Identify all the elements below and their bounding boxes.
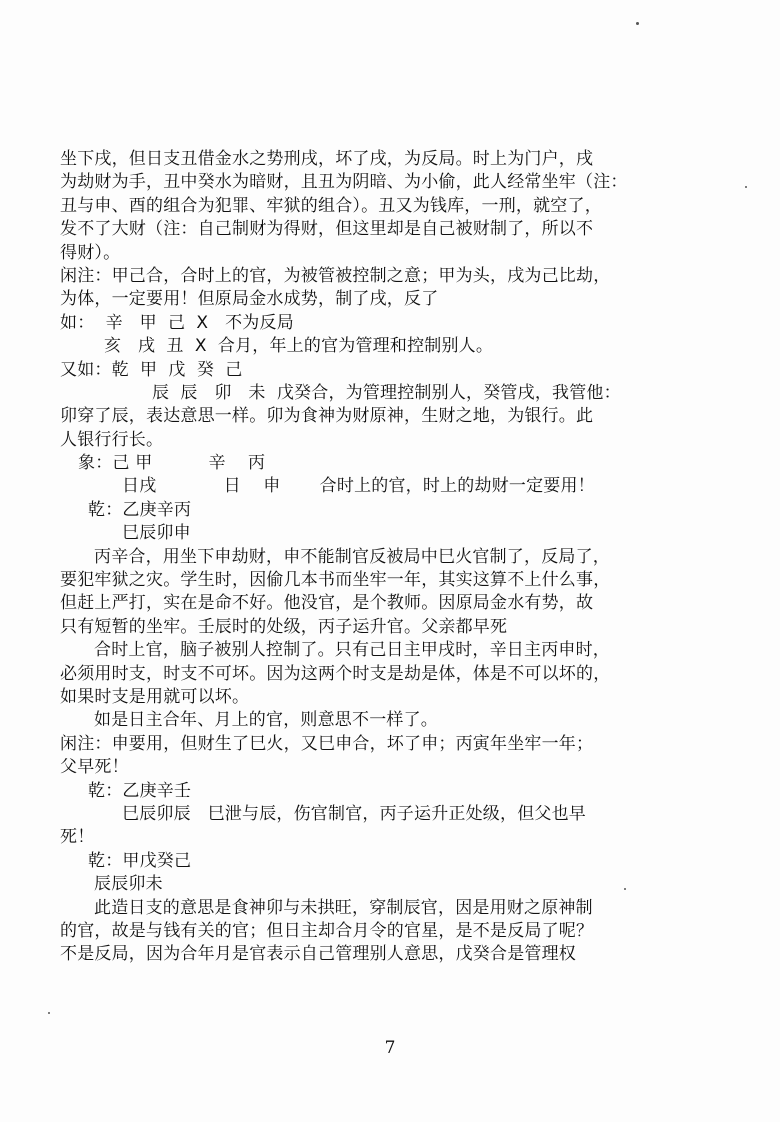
text-line-content: 丑与申、酉的组合为犯罪、牢狱的组合）。丑又为钱库，一刑，就空了， [60,195,602,216]
text-line [60,639,720,662]
text-line-content: 得财）。 [60,242,121,263]
text-line-content: 坐下戌，但日支丑借金水之势刑戌，坏了戌，为反局。时上为门户，戌 [60,149,594,169]
text-line [60,686,720,709]
text-line [60,709,720,732]
text-line-content: 巳辰卯辰 巳泄与辰，伤官制官，丙子运升正处级，但父也早 [122,803,587,824]
text-line-content: 闲注：申要用，但财生了巳火，又巳申合，坏了申；丙寅年坐牢一年； [60,733,594,754]
text-line-content: 死！ [60,827,95,848]
text-line-content: 但赶上严打，实在是命不好。他没官，是个教师。因原局金水有势，故 [60,593,594,614]
text-line-content: 日戌 日 申 合时上的官，时上的劫财一定要用！ [122,476,595,497]
text-line-content: 丙辛合，用坐下申劫财，申不能制官反被局中巳火官制了，反局了， [94,546,610,567]
text-line [60,499,720,522]
text-line-content: 必须用时支，时支不可坏。因为这两个时支是劫是体，体是不可以坏的， [60,663,611,684]
text-line [60,195,720,218]
text-line-content: 如果时支是用就可以坏。 [60,686,250,707]
text-line [60,312,720,335]
text-line [60,288,720,311]
scan-speck [48,1012,50,1014]
text-line [60,592,720,615]
text-line [60,663,720,686]
text-line-content: 父早死！ [60,757,129,778]
page-number: 7 [384,1038,396,1058]
text-line-content: 乾：甲戊癸己 [88,850,192,871]
text-line [60,943,720,966]
text-line [60,826,720,849]
text-line-content: 如是日主合年、月上的官，则意思不一样了。 [94,710,438,731]
scan-speck [636,22,639,25]
text-line [60,546,720,569]
text-line [60,405,720,428]
text-line [60,897,720,920]
text-line-content: 发不了大财（注：自己制财为得财，但这里却是自己被财制了，所以不 [60,219,594,240]
text-line-content: 要犯牢狱之灾。学生时，因偷几本书而坐牢一年，其实这算不上什么事， [60,570,611,591]
text-line-content: 如： 辛 甲 己 X 不为反局 [60,312,294,333]
text-line [60,475,720,498]
text-line-content: 的官，故是与钱有关的官；但日主却合月令的官星，是不是反局了呢？ [60,920,594,941]
text-line [60,452,720,475]
text-line-content: 只有短暂的坐牢。壬辰时的处级，丙子运升官。父亲都早死 [60,616,508,637]
text-line-content: 辰 辰 卯 未 戊癸合，为管理控制别人，癸管戌，我管他： [152,382,621,403]
text-line-content: 合时上官，脑子被别人控制了。只有己日主甲戌时，辛日主丙申时， [94,640,610,661]
text-line-content: 巳辰卯申 [122,523,191,544]
text-line-content: 辰辰卯未 [94,874,163,895]
text-line-content: 为劫财为手，丑中癸水为暗财，且丑为阴暗、为小偷，此人经常坐牢（注： [60,172,628,193]
text-line [60,733,720,756]
text-line [60,522,720,545]
body-text [60,148,720,967]
text-line [60,569,720,592]
text-line [60,265,720,288]
text-line [60,920,720,943]
text-line-content: 卯穿了辰，表达意思一样。卯为食神为财原神，生财之地，为银行。此 [60,406,594,427]
text-line [60,148,720,171]
text-line-content: 乾：乙庚辛壬 [88,780,192,801]
text-line-content: 乾：乙庚辛丙 [88,499,192,520]
text-line-content: 不是反局，因为合年月是官表示自己管理别人意思，戊癸合是管理权 [60,944,576,965]
text-line [60,382,720,405]
text-line [60,873,720,896]
text-line [60,803,720,826]
text-line-content: 象：己 甲 辛 丙 [78,453,266,474]
text-line [60,242,720,265]
text-line-content: 闲注：甲己合，合时上的官，为被管被控制之意；甲为头，戌为己比劫， [60,265,611,286]
text-line-content: 人银行行长。 [60,429,164,450]
text-line [60,335,720,358]
text-line [60,359,720,382]
text-line [60,780,720,803]
text-line-content: 此造日支的意思是食神卯与未拱旺，穿制辰官，因是用财之原神制 [94,897,593,918]
text-line [60,218,720,241]
text-line [60,171,720,194]
text-line [60,850,720,873]
text-line-content: 亥 戌 丑 X 合月，年上的官为管理和控制别人。 [104,336,494,357]
text-line [60,429,720,452]
text-line-content: 又如：乾 甲 戊 癸 己 [60,359,243,380]
scan-speck [745,186,747,188]
text-line [60,616,720,639]
text-line-content: 为体，一定要用！但原局金水成势，制了戌，反了 [60,289,439,310]
text-line [60,756,720,779]
